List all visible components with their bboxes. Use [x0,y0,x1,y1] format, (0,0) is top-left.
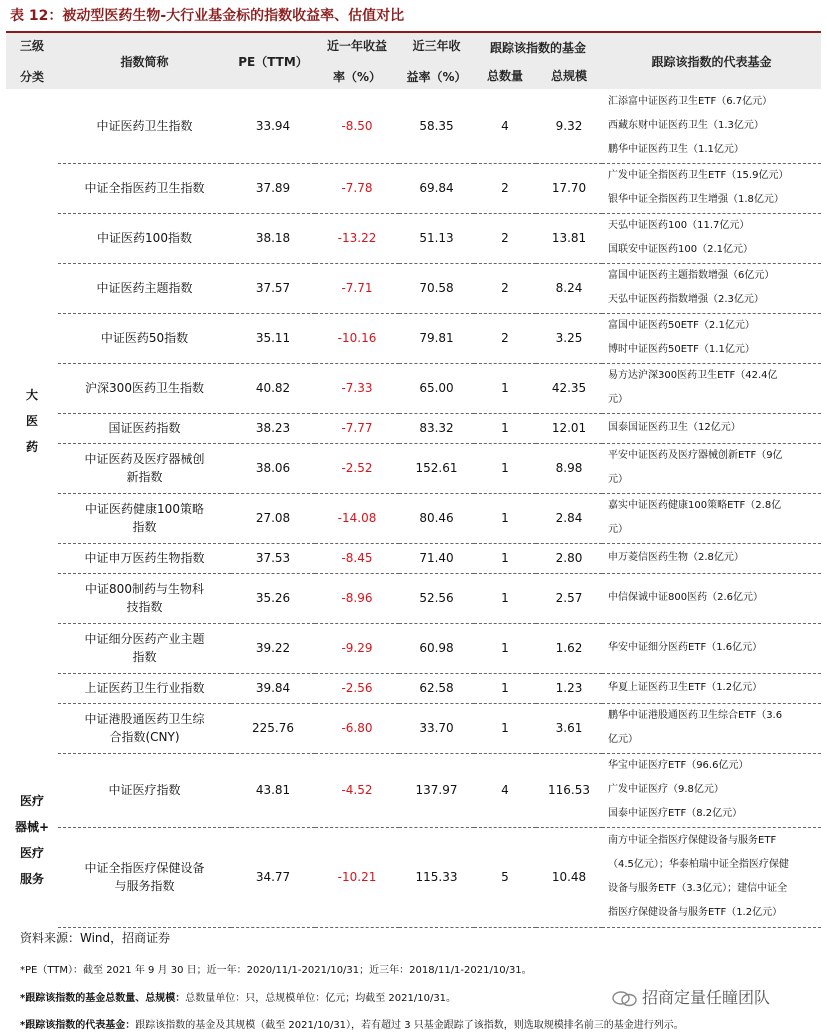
fund-scale: 1.23 [536,673,602,703]
table-row [6,493,821,543]
return-1y: -7.77 [315,413,399,443]
fund-count: 1 [474,573,536,623]
header-tracking-funds: 跟踪该指数的基金 [474,33,602,61]
return-1y: -14.08 [315,493,399,543]
representative-funds: 申万菱信医药生物（2.8亿元） [602,543,821,573]
return-3y: 33.70 [399,703,474,753]
index-name: 中证800制药与生物科 技指数 [58,573,231,623]
fund-scale: 3.25 [536,313,602,363]
return-3y: 70.58 [399,263,474,313]
category-big-pharma: 大 医 药 [25,388,38,454]
table-row [6,543,821,573]
pe-value: 37.89 [231,163,315,213]
category-medical-device-service: 医疗 器械+ 医疗 服务 [14,794,50,886]
return-3y: 83.32 [399,413,474,443]
fund-count: 1 [474,543,536,573]
table-row [6,703,821,753]
return-3y: 79.81 [399,313,474,363]
index-name: 国证医药指数 [58,413,231,443]
table-row [6,753,821,827]
return-1y: -8.45 [315,543,399,573]
representative-funds: 平安中证医药及医疗器械创新ETF（9亿 元） [602,443,821,493]
header-row-1 [6,33,821,61]
pe-value: 35.11 [231,313,315,363]
representative-funds: 南方中证全指医疗保健设备与服务ETF （4.5亿元）；华泰柏瑞中证全指医疗保健 设备与服务ETF（3.3亿元）；建信中证全 指医疗保健设备与服务ETF（1.2亿元） [602,827,821,927]
return-3y: 152.61 [399,443,474,493]
index-name: 中证医药健康100策略 指数 [58,493,231,543]
header-pe: PE（TTM） [231,33,315,89]
index-name: 中证申万医药生物指数 [58,543,231,573]
table-row [6,413,821,443]
pe-value: 38.23 [231,413,315,443]
pe-value: 33.94 [231,89,315,163]
table-row [6,573,821,623]
index-name: 中证医药卫生指数 [58,89,231,163]
index-name: 中证医药主题指数 [58,263,231,313]
header-return-1y: 近一年收益 率（%） [315,33,399,89]
fund-scale: 10.48 [536,827,602,927]
table-row [6,313,821,363]
fund-count: 2 [474,263,536,313]
fund-scale: 2.57 [536,573,602,623]
index-name: 中证医疗指数 [58,753,231,827]
header-category: 三级 分类 [6,33,58,89]
fund-count: 1 [474,413,536,443]
return-1y: -10.16 [315,313,399,363]
representative-funds: 汇添富中证医药卫生ETF（6.7亿元） 西藏东财中证医药卫生（1.3亿元） 鹏华中证医药卫生（1.1亿元） [602,89,821,163]
fund-scale: 2.84 [536,493,602,543]
pe-value: 39.22 [231,623,315,673]
fund-count: 4 [474,753,536,827]
header-fund-count: 总数量 [474,61,536,89]
return-1y: -7.78 [315,163,399,213]
return-1y: -9.29 [315,623,399,673]
fund-count: 1 [474,623,536,673]
fund-scale: 9.32 [536,89,602,163]
return-3y: 52.56 [399,573,474,623]
wechat-icon [612,991,638,1007]
fund-count: 5 [474,827,536,927]
representative-funds: 广发中证全指医药卫生ETF（15.9亿元） 银华中证全指医药卫生增强（1.8亿元） [602,163,821,213]
index-name: 中证医药50指数 [58,313,231,363]
watermark: 招商定量任瞳团队 [612,985,770,1008]
fund-scale: 42.35 [536,363,602,413]
header-fund-scale: 总规模 [536,61,602,89]
table-row [6,673,821,703]
fund-scale: 17.70 [536,163,602,213]
index-name: 上证医药卫生行业指数 [58,673,231,703]
fund-count: 2 [474,213,536,263]
representative-funds: 易方达沪深300医药卫生ETF（42.4亿 元） [602,363,821,413]
table-row [6,89,821,163]
return-3y: 80.46 [399,493,474,543]
representative-funds: 国泰国证医药卫生（12亿元） [602,413,821,443]
table-title: 表 12：被动型医药生物-大行业基金标的指数收益率、估值对比 [10,8,405,24]
fund-scale: 2.80 [536,543,602,573]
fund-count: 1 [474,673,536,703]
pe-value: 40.82 [231,363,315,413]
index-name: 中证医药及医疗器械创 新指数 [58,443,231,493]
header-return-3y: 近三年收 益率（%） [399,33,474,89]
pe-value: 27.08 [231,493,315,543]
index-name: 中证细分医药产业主题 指数 [58,623,231,673]
return-1y: -7.33 [315,363,399,413]
table-row [6,263,821,313]
table-row [6,443,821,493]
pe-value: 37.57 [231,263,315,313]
fund-scale: 3.61 [536,703,602,753]
fund-scale: 13.81 [536,213,602,263]
representative-funds: 鹏华中证港股通医药卫生综合ETF（3.6 亿元） [602,703,821,753]
representative-funds: 华宝中证医疗ETF（96.6亿元） 广发中证医疗（9.8亿元） 国泰中证医疗ETF（8.2亿元） [602,753,821,827]
index-name: 中证全指医疗保健设备 与服务指数 [58,827,231,927]
fund-count: 1 [474,443,536,493]
pe-value: 35.26 [231,573,315,623]
table-row [6,623,821,673]
return-1y: -4.52 [315,753,399,827]
return-1y: -6.80 [315,703,399,753]
return-3y: 65.00 [399,363,474,413]
index-name: 中证港股通医药卫生综 合指数(CNY) [58,703,231,753]
fund-scale: 116.53 [536,753,602,827]
return-3y: 69.84 [399,163,474,213]
table-row [6,363,821,413]
representative-funds: 嘉实中证医药健康100策略ETF（2.8亿 元） [602,493,821,543]
representative-funds: 富国中证医药50ETF（2.1亿元） 博时中证医药50ETF（1.1亿元） [602,313,821,363]
fund-scale: 1.62 [536,623,602,673]
table-body [6,89,821,927]
pe-value: 38.06 [231,443,315,493]
return-3y: 71.40 [399,543,474,573]
header-representative-funds: 跟踪该指数的代表基金 [602,33,821,89]
fund-scale: 8.24 [536,263,602,313]
return-1y: -13.22 [315,213,399,263]
fund-scale: 12.01 [536,413,602,443]
return-1y: -10.21 [315,827,399,927]
fund-scale: 8.98 [536,443,602,493]
return-3y: 51.13 [399,213,474,263]
fund-count: 1 [474,493,536,543]
return-3y: 115.33 [399,827,474,927]
table-row [6,827,821,927]
return-3y: 60.98 [399,623,474,673]
return-1y: -7.71 [315,263,399,313]
index-name: 沪深300医药卫生指数 [58,363,231,413]
index-name: 中证全指医药卫生指数 [58,163,231,213]
table-row [6,213,821,263]
fund-count: 2 [474,163,536,213]
pe-value: 39.84 [231,673,315,703]
representative-funds: 华安中证细分医药ETF（1.6亿元） [602,623,821,673]
representative-funds: 华夏上证医药卫生ETF（1.2亿元） [602,673,821,703]
fund-count: 1 [474,363,536,413]
pe-value: 34.77 [231,827,315,927]
pe-value: 225.76 [231,703,315,753]
representative-funds: 中信保诚中证800医药（2.6亿元） [602,573,821,623]
footnote-funds: *跟踪该指数的代表基金：跟踪该指数的基金及其规模（截至 2021/10/31），若有超过 3 只基金跟踪了该指数，则选取规模排名前三的基金进行列示。 [20,1020,684,1031]
pe-value: 38.18 [231,213,315,263]
return-1y: -2.56 [315,673,399,703]
comparison-table [6,33,821,928]
fund-count: 2 [474,313,536,363]
pe-value: 37.53 [231,543,315,573]
return-1y: -2.52 [315,443,399,493]
fund-count: 1 [474,703,536,753]
return-3y: 137.97 [399,753,474,827]
index-name: 中证医药100指数 [58,213,231,263]
representative-funds: 富国中证医药主题指数增强（6亿元） 天弘中证医药指数增强（2.3亿元） [602,263,821,313]
source-note: 资料来源：Wind，招商证券 [20,931,171,945]
fund-count: 4 [474,89,536,163]
return-1y: -8.96 [315,573,399,623]
pe-value: 43.81 [231,753,315,827]
footnote-pe: *PE（TTM）：截至 2021 年 9 月 30 日；近一年：2020/11/1-2021/10/31；近三年：2018/11/1-2021/10/31。 [20,965,532,976]
return-1y: -8.50 [315,89,399,163]
return-3y: 58.35 [399,89,474,163]
header-index-name: 指数简称 [58,33,231,89]
return-3y: 62.58 [399,673,474,703]
table-row [6,163,821,213]
representative-funds: 天弘中证医药100（11.7亿元） 国联安中证医药100（2.1亿元） [602,213,821,263]
footnote-count: *跟踪该指数的基金总数量、总规模：总数量单位：只，总规模单位：亿元；均截至 2021/10/31。 [20,993,457,1004]
